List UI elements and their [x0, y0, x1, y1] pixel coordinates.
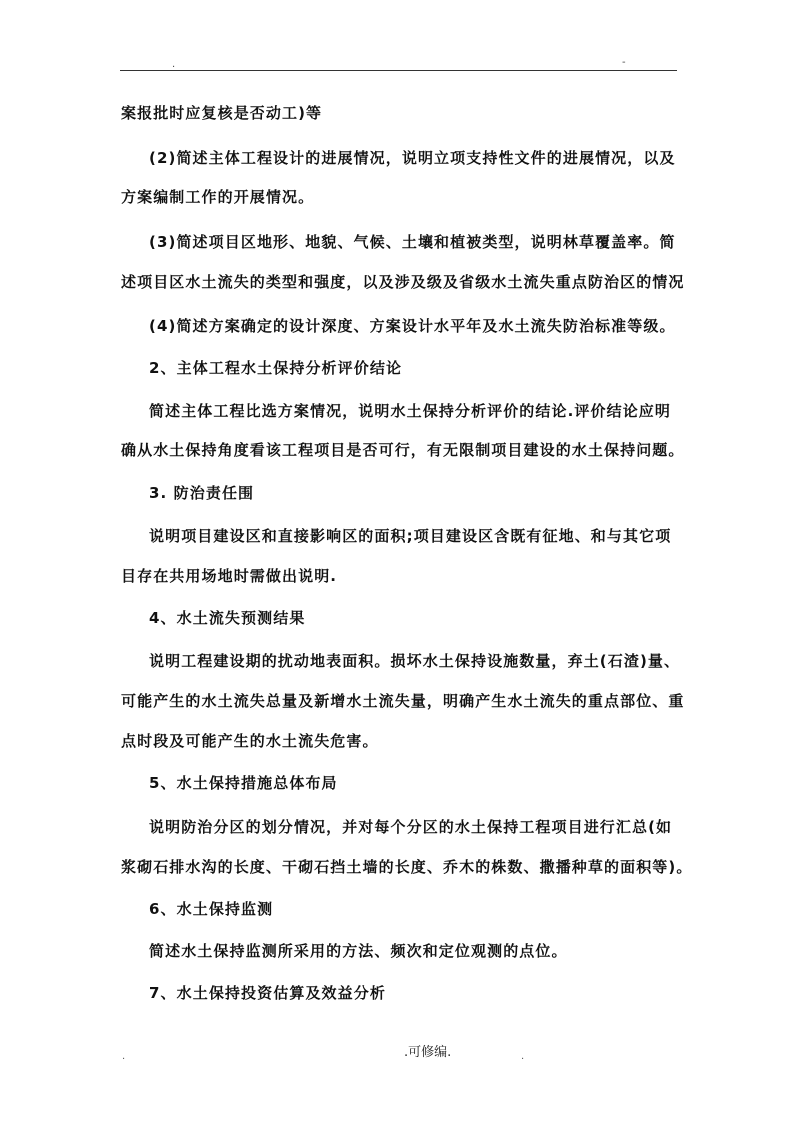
body-line: (3)简述项目区地形、地貌、气候、土壤和植被类型，说明林草覆盖率。简 [149, 233, 676, 251]
footer-text: .可修编. [404, 1045, 452, 1060]
body-line: (4)简述方案确定的设计深度、方案设计水平年及水土流失防治标准等级。 [149, 317, 676, 335]
section-heading: 4、水土流失预测结果 [149, 609, 306, 627]
body-line: 说明工程建设期的扰动地表面积。损坏水土保持设施数量，弃土(石渣)量、 [149, 652, 681, 670]
header-left-mark: . [172, 59, 176, 70]
header-right-mark: - [622, 57, 626, 68]
section-heading: 6、水土保持监测 [149, 900, 274, 918]
body-line: (2)简述主体工程设计的进展情况，说明立项支持性文件的进展情况，以及 [149, 149, 676, 167]
body-line: 可能产生的水土流失总量及新增水土流失量，明确产生水土流失的重点部位、重 [121, 692, 685, 710]
section-heading: 5、水土保持措施总体布局 [149, 774, 338, 792]
body-line: 案报批时应复核是否动工)等 [121, 104, 323, 122]
body-line: 确从水土保持角度看该工程项目是否可行，有无限制项目建设的水土保持问题。 [121, 441, 685, 459]
footer-left-dot: . [122, 1051, 126, 1062]
footer-right-dot: . [521, 1051, 525, 1062]
body-line: 简述主体工程比选方案情况，说明水土保持分析评价的结论.评价结论应明 [149, 402, 672, 420]
body-line: 点时段及可能产生的水土流失危害。 [121, 732, 379, 750]
section-heading: 3. 防治责任围 [149, 484, 255, 502]
body-line: 说明防治分区的划分情况，并对每个分区的水土保持工程项目进行汇总(如 [149, 818, 673, 836]
header-rule [120, 70, 677, 71]
section-heading: 7、水土保持投资估算及效益分析 [149, 984, 386, 1002]
body-line: 方案编制工作的开展情况。 [121, 188, 315, 206]
body-line: 目存在共用场地时需做出说明. [121, 567, 338, 585]
body-line: 简述水土保持监测所采用的方法、频次和定位观测的点位。 [149, 942, 568, 960]
body-line: 说明项目建设区和直接影响区的面积;项目建设区含既有征地、和与其它项 [149, 527, 672, 545]
section-heading: 2、主体工程水土保持分析评价结论 [149, 359, 403, 377]
body-line: 述项目区水土流失的类型和强度，以及涉及级及省级水土流失重点防治区的情况 [121, 273, 685, 291]
body-line: 浆砌石排水沟的长度、干砌石挡土墙的长度、乔木的株数、撒播种草的面积等)。 [121, 858, 693, 876]
